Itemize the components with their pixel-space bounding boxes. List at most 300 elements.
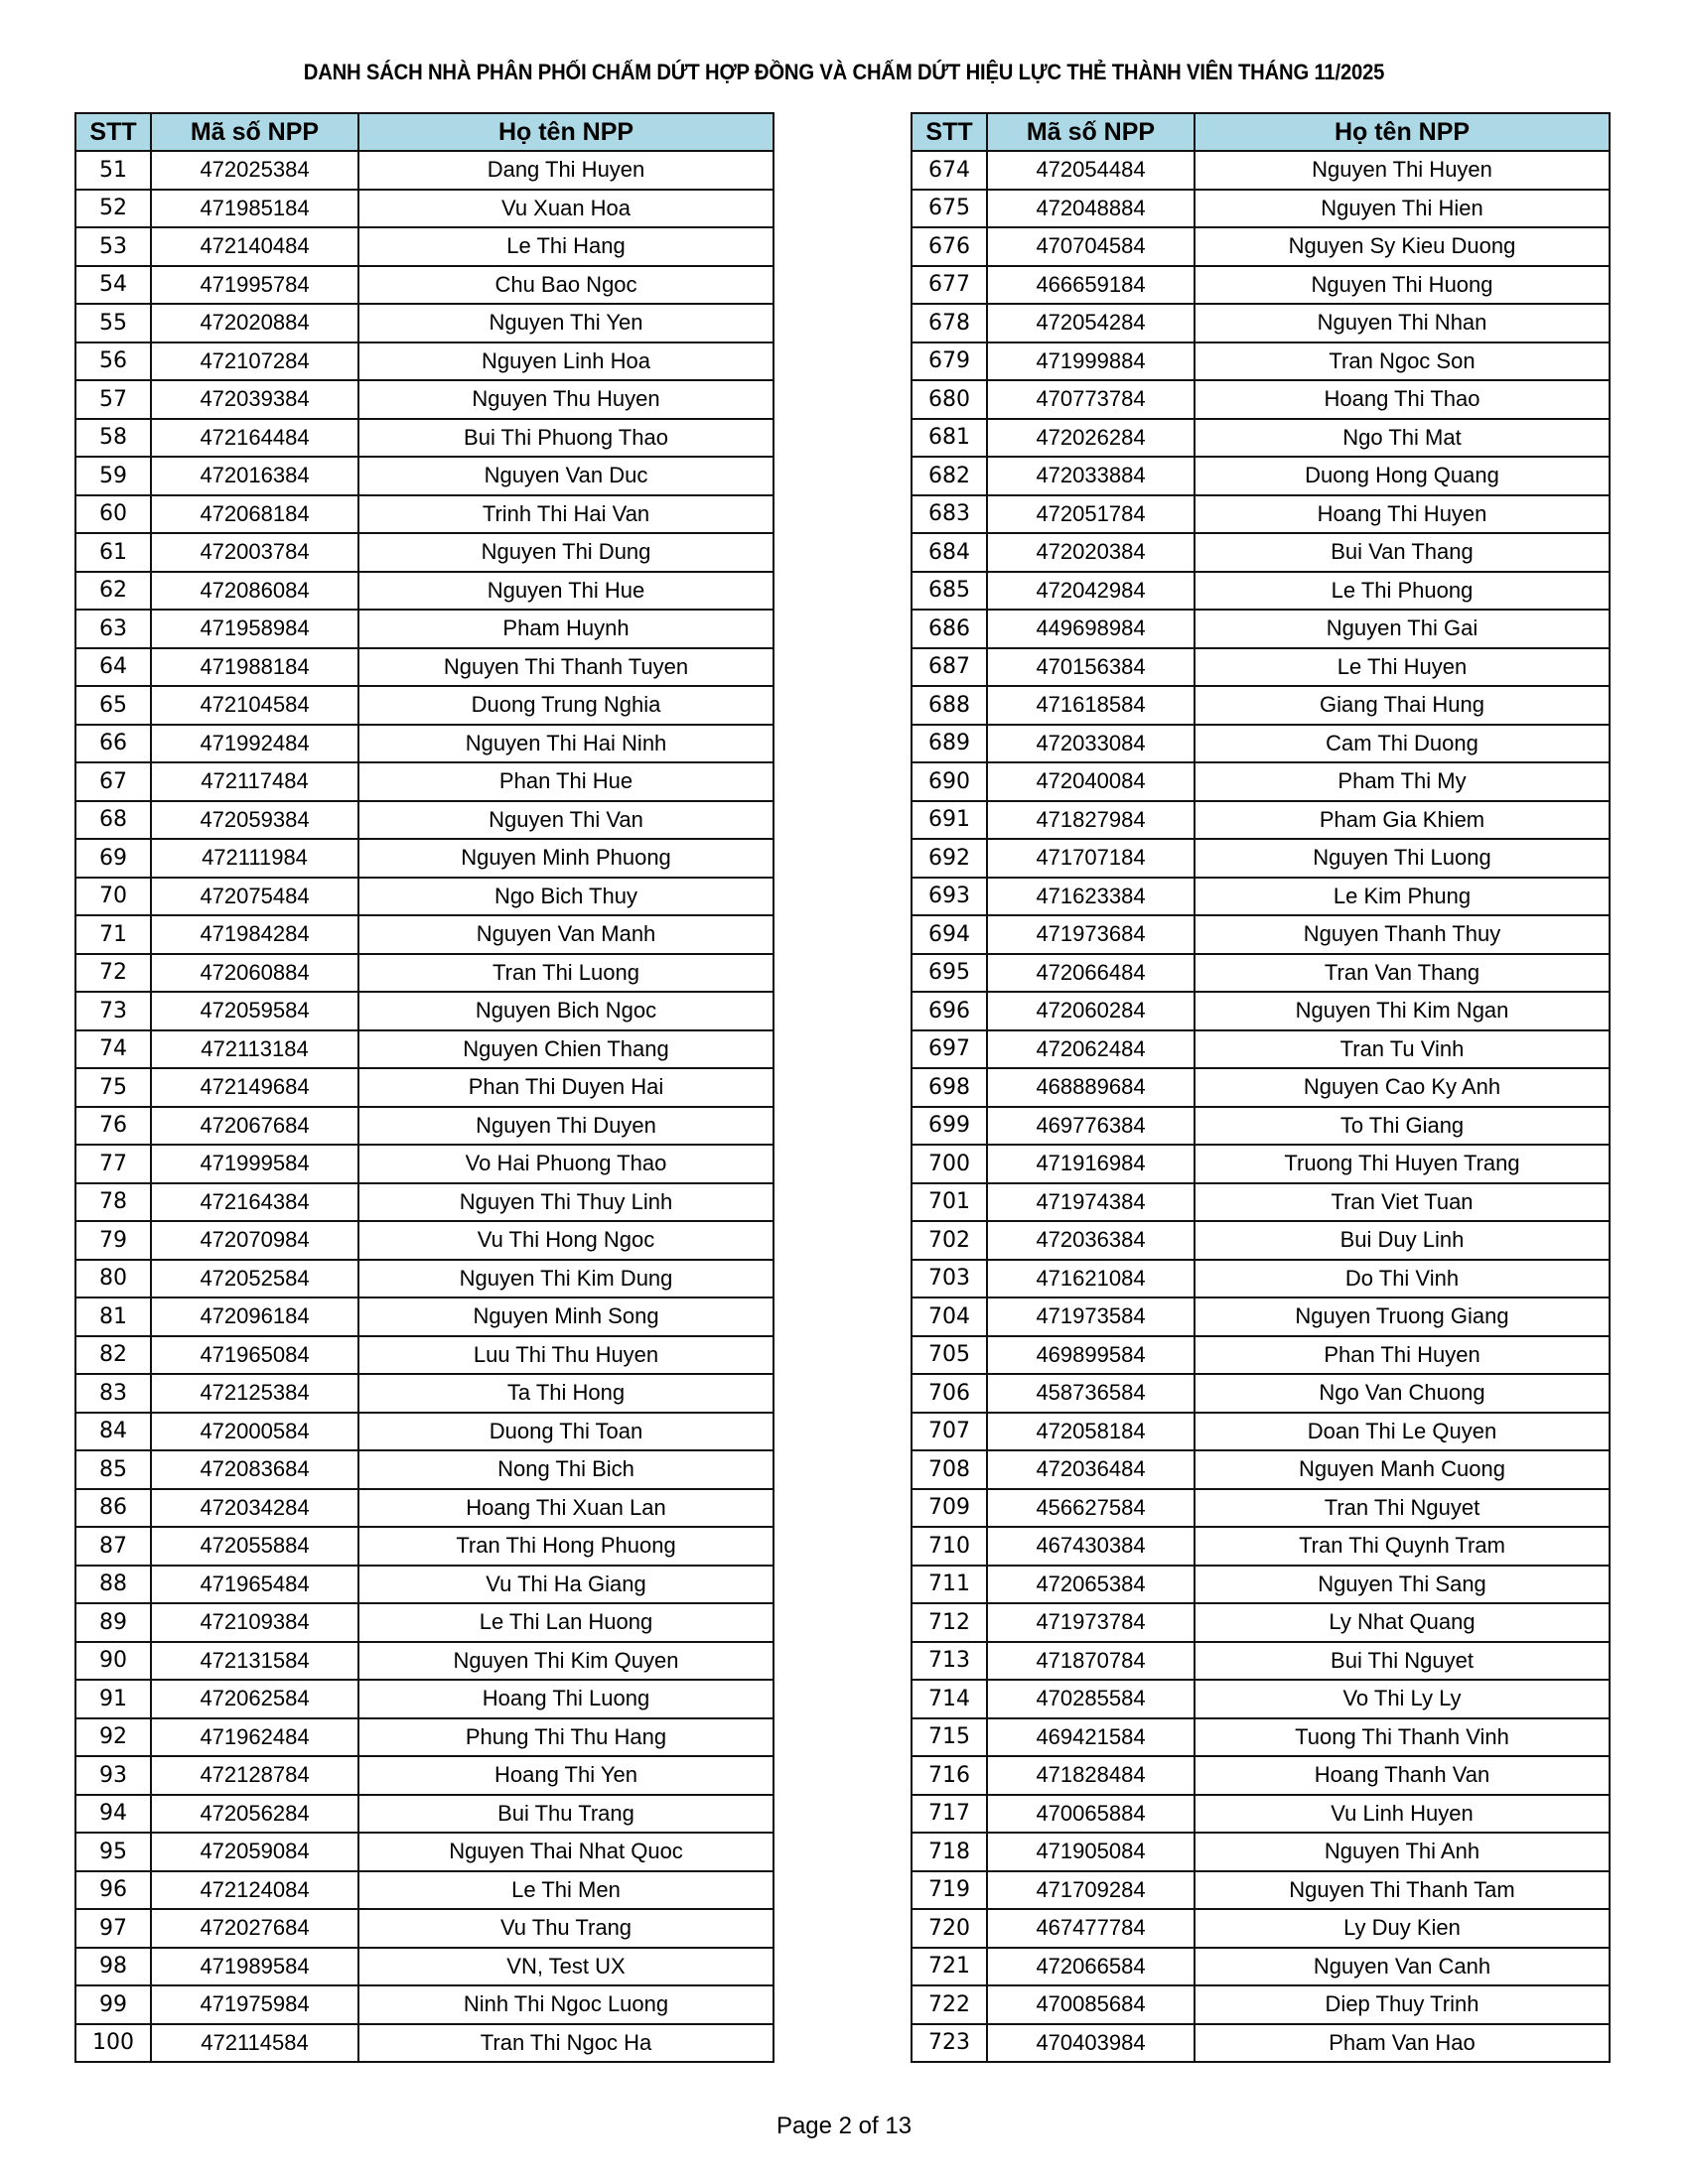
cell-stt: 58 (75, 419, 151, 458)
cell-npp-name: Hoang Thi Xuan Lan (358, 1489, 774, 1528)
table-row (912, 992, 1610, 1030)
table-row (912, 1985, 1610, 2024)
cell-stt: 69 (75, 839, 151, 878)
cell-stt: 65 (75, 686, 151, 725)
cell-npp-code: 472055884 (151, 1527, 358, 1566)
cell-npp-name: Phan Thi Duyen Hai (358, 1068, 774, 1107)
cell-npp-code: 472052584 (151, 1260, 358, 1298)
cell-npp-code: 470773784 (987, 380, 1195, 419)
table-row (75, 1718, 774, 1757)
cell-npp-code: 472067684 (151, 1107, 358, 1146)
cell-npp-name: Ly Nhat Quang (1195, 1603, 1610, 1642)
cell-npp-code: 471999884 (987, 342, 1195, 381)
cell-npp-name: Vo Hai Phuong Thao (358, 1145, 774, 1183)
cell-stt: 679 (912, 342, 987, 381)
cell-npp-name: Nguyen Chien Thang (358, 1030, 774, 1069)
cell-npp-code: 471621084 (987, 1260, 1195, 1298)
cell-stt: 696 (912, 992, 987, 1030)
distributor-table-right (911, 112, 1611, 2063)
table-row (912, 1833, 1610, 1871)
table-row (75, 457, 774, 495)
cell-npp-name: Ngo Van Chuong (1195, 1374, 1610, 1413)
cell-stt: 698 (912, 1068, 987, 1107)
cell-npp-code: 472036384 (987, 1221, 1195, 1260)
table-row (75, 380, 774, 419)
cell-npp-code: 472107284 (151, 342, 358, 381)
cell-npp-name: Doan Thi Le Quyen (1195, 1413, 1610, 1451)
cell-stt: 85 (75, 1450, 151, 1489)
table-row (912, 1374, 1610, 1413)
table-row (912, 1297, 1610, 1336)
cell-npp-code: 472065384 (987, 1566, 1195, 1604)
cell-npp-code: 472124084 (151, 1871, 358, 1910)
cell-npp-code: 472068184 (151, 495, 358, 534)
cell-stt: 713 (912, 1642, 987, 1681)
cell-npp-code: 471973584 (987, 1297, 1195, 1336)
cell-npp-code: 472114584 (151, 2024, 358, 2063)
cell-npp-name: Tran Tu Vinh (1195, 1030, 1610, 1069)
cell-stt: 687 (912, 648, 987, 687)
cell-npp-code: 471962484 (151, 1718, 358, 1757)
column-header-code: Mã số NPP (151, 113, 358, 151)
cell-npp-name: To Thi Giang (1195, 1107, 1610, 1146)
cell-npp-name: Ngo Thi Mat (1195, 419, 1610, 458)
cell-npp-name: Nguyen Thi Huyen (1195, 151, 1610, 190)
cell-npp-code: 472059584 (151, 992, 358, 1030)
cell-npp-code: 472033084 (987, 725, 1195, 763)
cell-stt: 676 (912, 227, 987, 266)
cell-stt: 709 (912, 1489, 987, 1528)
cell-stt: 91 (75, 1680, 151, 1718)
table-row (912, 1642, 1610, 1681)
table-row (75, 1603, 774, 1642)
cell-npp-code: 469421584 (987, 1718, 1195, 1757)
cell-stt: 716 (912, 1756, 987, 1795)
cell-stt: 89 (75, 1603, 151, 1642)
table-row (912, 1603, 1610, 1642)
cell-npp-name: Vu Thi Hong Ngoc (358, 1221, 774, 1260)
cell-npp-name: VN, Test UX (358, 1948, 774, 1986)
cell-stt: 699 (912, 1107, 987, 1146)
cell-stt: 60 (75, 495, 151, 534)
cell-npp-name: Nong Thi Bich (358, 1450, 774, 1489)
table-row (75, 1336, 774, 1375)
cell-stt: 685 (912, 572, 987, 611)
cell-stt: 700 (912, 1145, 987, 1183)
cell-npp-name: Vu Thi Ha Giang (358, 1566, 774, 1604)
cell-npp-name: Phung Thi Thu Hang (358, 1718, 774, 1757)
cell-stt: 66 (75, 725, 151, 763)
table-row (75, 1030, 774, 1069)
cell-npp-code: 470085684 (987, 1985, 1195, 2024)
cell-npp-name: Diep Thuy Trinh (1195, 1985, 1610, 2024)
table-row (912, 1450, 1610, 1489)
table-row (75, 227, 774, 266)
cell-npp-code: 471999584 (151, 1145, 358, 1183)
cell-npp-name: Nguyen Thi Van (358, 801, 774, 840)
cell-npp-code: 472060884 (151, 954, 358, 993)
table-row (912, 1030, 1610, 1069)
cell-stt: 73 (75, 992, 151, 1030)
cell-npp-code: 471965084 (151, 1336, 358, 1375)
cell-npp-code: 470285584 (987, 1680, 1195, 1718)
table-row (912, 1718, 1610, 1757)
table-row (912, 1871, 1610, 1910)
cell-npp-code: 472040084 (987, 762, 1195, 801)
table-row (912, 801, 1610, 840)
cell-npp-code: 471995784 (151, 266, 358, 305)
cell-npp-code: 472164484 (151, 419, 358, 458)
cell-npp-code: 471623384 (987, 878, 1195, 916)
table-row (75, 2024, 774, 2063)
document-title: DANH SÁCH NHÀ PHÂN PHỐI CHẤM DỨT HỢP ĐỒNG VÀ CHẤM DỨT HIỆU LỰC THẺ THÀNH VIÊN THÁNG 11/2025 (303, 60, 1385, 84)
cell-npp-name: Giang Thai Hung (1195, 686, 1610, 725)
cell-stt: 692 (912, 839, 987, 878)
cell-npp-code: 471707184 (987, 839, 1195, 878)
cell-stt: 702 (912, 1221, 987, 1260)
table-row (75, 1183, 774, 1222)
table-row (912, 1527, 1610, 1566)
cell-stt: 718 (912, 1833, 987, 1871)
cell-npp-code: 472020384 (987, 533, 1195, 572)
cell-npp-code: 472054284 (987, 304, 1195, 342)
cell-npp-name: Vo Thi Ly Ly (1195, 1680, 1610, 1718)
table-row (75, 954, 774, 993)
table-row (912, 190, 1610, 228)
cell-npp-code: 471988184 (151, 648, 358, 687)
column-header-code: Mã số NPP (987, 113, 1195, 151)
table-row (75, 1833, 774, 1871)
cell-npp-name: Nguyen Thi Kim Ngan (1195, 992, 1610, 1030)
table-row (912, 1413, 1610, 1451)
cell-stt: 706 (912, 1374, 987, 1413)
cell-stt: 681 (912, 419, 987, 458)
table-header-row (75, 113, 774, 151)
cell-npp-name: Le Thi Lan Huong (358, 1603, 774, 1642)
table-row (75, 1527, 774, 1566)
cell-stt: 74 (75, 1030, 151, 1069)
cell-npp-name: Tran Ngoc Son (1195, 342, 1610, 381)
cell-npp-name: Nguyen Thi Gai (1195, 610, 1610, 648)
cell-npp-code: 472026284 (987, 419, 1195, 458)
cell-npp-name: Ly Duy Kien (1195, 1909, 1610, 1948)
cell-npp-name: Trinh Thi Hai Van (358, 495, 774, 534)
table-row (75, 1221, 774, 1260)
cell-npp-code: 469776384 (987, 1107, 1195, 1146)
cell-stt: 721 (912, 1948, 987, 1986)
cell-stt: 54 (75, 266, 151, 305)
cell-npp-name: Ninh Thi Ngoc Luong (358, 1985, 774, 2024)
table-row (912, 762, 1610, 801)
table-row (912, 227, 1610, 266)
cell-stt: 712 (912, 1603, 987, 1642)
cell-npp-name: Nguyen Thi Kim Quyen (358, 1642, 774, 1681)
cell-stt: 76 (75, 1107, 151, 1146)
table-row (75, 1107, 774, 1146)
cell-npp-name: Chu Bao Ngoc (358, 266, 774, 305)
table-row (75, 839, 774, 878)
cell-npp-code: 471870784 (987, 1642, 1195, 1681)
cell-npp-code: 472034284 (151, 1489, 358, 1528)
cell-npp-name: Dang Thi Huyen (358, 151, 774, 190)
cell-npp-name: Hoang Thi Huyen (1195, 495, 1610, 534)
cell-npp-name: Nguyen Thi Kim Dung (358, 1260, 774, 1298)
cell-npp-name: Nguyen Bich Ngoc (358, 992, 774, 1030)
cell-npp-code: 472059384 (151, 801, 358, 840)
cell-npp-name: Nguyen Thi Yen (358, 304, 774, 342)
table-row (75, 495, 774, 534)
table-row (75, 151, 774, 190)
cell-npp-code: 470065884 (987, 1795, 1195, 1834)
cell-stt: 75 (75, 1068, 151, 1107)
table-row (75, 1489, 774, 1528)
cell-npp-name: Pham Huynh (358, 610, 774, 648)
cell-stt: 64 (75, 648, 151, 687)
cell-stt: 722 (912, 1985, 987, 2024)
table-row (912, 1795, 1610, 1834)
table-row (912, 151, 1610, 190)
cell-stt: 723 (912, 2024, 987, 2063)
cell-npp-code: 466659184 (987, 266, 1195, 305)
table-row (75, 572, 774, 611)
cell-stt: 57 (75, 380, 151, 419)
table-row (75, 801, 774, 840)
cell-stt: 81 (75, 1297, 151, 1336)
cell-npp-code: 472062584 (151, 1680, 358, 1718)
cell-npp-code: 471992484 (151, 725, 358, 763)
cell-npp-code: 472070984 (151, 1221, 358, 1260)
cell-stt: 697 (912, 1030, 987, 1069)
cell-npp-code: 472060284 (987, 992, 1195, 1030)
table-row (75, 1756, 774, 1795)
table-row (75, 342, 774, 381)
distributor-table-left (74, 112, 774, 2063)
cell-npp-code: 472086084 (151, 572, 358, 611)
cell-npp-code: 458736584 (987, 1374, 1195, 1413)
table-row (75, 1985, 774, 2024)
cell-stt: 694 (912, 915, 987, 954)
cell-npp-code: 471975984 (151, 1985, 358, 2024)
cell-npp-code: 472042984 (987, 572, 1195, 611)
table-row (912, 1566, 1610, 1604)
table-body-left (75, 151, 774, 2062)
cell-npp-name: Hoang Thi Yen (358, 1756, 774, 1795)
cell-npp-name: Nguyen Thanh Thuy (1195, 915, 1610, 954)
cell-stt: 94 (75, 1795, 151, 1834)
cell-stt: 56 (75, 342, 151, 381)
table-row (912, 686, 1610, 725)
table-row (75, 610, 774, 648)
table-row (912, 572, 1610, 611)
cell-stt: 96 (75, 1871, 151, 1910)
cell-npp-name: Nguyen Van Duc (358, 457, 774, 495)
cell-npp-code: 470156384 (987, 648, 1195, 687)
cell-npp-code: 472025384 (151, 151, 358, 190)
cell-stt: 701 (912, 1183, 987, 1222)
table-row (75, 533, 774, 572)
cell-npp-name: Nguyen Thi Hien (1195, 190, 1610, 228)
cell-stt: 695 (912, 954, 987, 993)
cell-npp-code: 472066584 (987, 1948, 1195, 1986)
cell-npp-code: 472039384 (151, 380, 358, 419)
cell-stt: 675 (912, 190, 987, 228)
cell-stt: 708 (912, 1450, 987, 1489)
cell-npp-name: Ngo Bich Thuy (358, 878, 774, 916)
cell-stt: 690 (912, 762, 987, 801)
cell-stt: 714 (912, 1680, 987, 1718)
cell-npp-name: Pham Thi My (1195, 762, 1610, 801)
table-row (912, 1068, 1610, 1107)
cell-npp-name: Nguyen Van Canh (1195, 1948, 1610, 1986)
cell-npp-code: 472054484 (987, 151, 1195, 190)
cell-npp-name: Bui Thi Phuong Thao (358, 419, 774, 458)
cell-npp-name: Tuong Thi Thanh Vinh (1195, 1718, 1610, 1757)
cell-npp-code: 472003784 (151, 533, 358, 572)
cell-npp-code: 471965484 (151, 1566, 358, 1604)
cell-stt: 92 (75, 1718, 151, 1757)
table-row (75, 686, 774, 725)
cell-stt: 683 (912, 495, 987, 534)
table-row (75, 1871, 774, 1910)
cell-npp-name: Cam Thi Duong (1195, 725, 1610, 763)
cell-npp-name: Tran Viet Tuan (1195, 1183, 1610, 1222)
cell-stt: 710 (912, 1527, 987, 1566)
table-row (912, 1107, 1610, 1146)
cell-stt: 707 (912, 1413, 987, 1451)
cell-npp-name: Nguyen Thi Hue (358, 572, 774, 611)
cell-npp-name: Pham Van Hao (1195, 2024, 1610, 2063)
table-row (75, 648, 774, 687)
table-row (912, 1183, 1610, 1222)
cell-npp-code: 456627584 (987, 1489, 1195, 1528)
cell-stt: 70 (75, 878, 151, 916)
cell-stt: 68 (75, 801, 151, 840)
cell-npp-name: Nguyen Thi Hai Ninh (358, 725, 774, 763)
cell-npp-name: Nguyen Van Manh (358, 915, 774, 954)
cell-npp-name: Vu Thu Trang (358, 1909, 774, 1948)
cell-stt: 100 (75, 2024, 151, 2063)
table-row (912, 1756, 1610, 1795)
cell-npp-code: 471828484 (987, 1756, 1195, 1795)
cell-npp-name: Vu Linh Huyen (1195, 1795, 1610, 1834)
cell-npp-name: Duong Thi Toan (358, 1413, 774, 1451)
cell-npp-name: Bui Thi Nguyet (1195, 1642, 1610, 1681)
cell-stt: 688 (912, 686, 987, 725)
cell-npp-name: Duong Trung Nghia (358, 686, 774, 725)
cell-npp-code: 472020884 (151, 304, 358, 342)
table-row (75, 725, 774, 763)
cell-stt: 703 (912, 1260, 987, 1298)
column-header-name: Họ tên NPP (358, 113, 774, 151)
cell-npp-name: Tran Thi Ngoc Ha (358, 2024, 774, 2063)
cell-stt: 79 (75, 1221, 151, 1260)
cell-npp-name: Nguyen Sy Kieu Duong (1195, 227, 1610, 266)
table-row (75, 1450, 774, 1489)
cell-npp-code: 471973784 (987, 1603, 1195, 1642)
cell-npp-name: Tran Thi Hong Phuong (358, 1527, 774, 1566)
cell-npp-code: 471984284 (151, 915, 358, 954)
table-row (75, 762, 774, 801)
cell-npp-name: Tran Van Thang (1195, 954, 1610, 993)
cell-stt: 80 (75, 1260, 151, 1298)
table-row (75, 992, 774, 1030)
cell-stt: 51 (75, 151, 151, 190)
cell-stt: 63 (75, 610, 151, 648)
cell-npp-name: Nguyen Thi Huong (1195, 266, 1610, 305)
cell-npp-name: Nguyen Truong Giang (1195, 1297, 1610, 1336)
cell-npp-code: 472083684 (151, 1450, 358, 1489)
table-row (912, 533, 1610, 572)
cell-npp-name: Hoang Thi Thao (1195, 380, 1610, 419)
table-row (912, 419, 1610, 458)
cell-stt: 711 (912, 1566, 987, 1604)
table-row (75, 1642, 774, 1681)
cell-npp-name: Ta Thi Hong (358, 1374, 774, 1413)
cell-npp-code: 472036484 (987, 1450, 1195, 1489)
table-row (75, 1909, 774, 1948)
cell-npp-code: 470704584 (987, 227, 1195, 266)
cell-npp-code: 472128784 (151, 1756, 358, 1795)
cell-stt: 87 (75, 1527, 151, 1566)
cell-npp-code: 471916984 (987, 1145, 1195, 1183)
cell-npp-name: Nguyen Minh Phuong (358, 839, 774, 878)
cell-stt: 61 (75, 533, 151, 572)
table-row (75, 1948, 774, 1986)
table-row (75, 1068, 774, 1107)
cell-stt: 71 (75, 915, 151, 954)
cell-npp-code: 472096184 (151, 1297, 358, 1336)
column-header-name: Họ tên NPP (1195, 113, 1610, 151)
cell-npp-name: Bui Duy Linh (1195, 1221, 1610, 1260)
cell-stt: 90 (75, 1642, 151, 1681)
table-row (75, 419, 774, 458)
table-row (912, 954, 1610, 993)
table-row (912, 878, 1610, 916)
cell-npp-code: 472149684 (151, 1068, 358, 1107)
cell-npp-name: Nguyen Thu Huyen (358, 380, 774, 419)
cell-npp-code: 472131584 (151, 1642, 358, 1681)
table-row (75, 1374, 774, 1413)
table-row (912, 457, 1610, 495)
cell-npp-code: 472066484 (987, 954, 1195, 993)
cell-npp-name: Bui Van Thang (1195, 533, 1610, 572)
cell-stt: 684 (912, 533, 987, 572)
cell-npp-code: 468889684 (987, 1068, 1195, 1107)
table-row (912, 304, 1610, 342)
table-row (912, 648, 1610, 687)
cell-npp-code: 472056284 (151, 1795, 358, 1834)
cell-npp-name: Duong Hong Quang (1195, 457, 1610, 495)
cell-npp-name: Nguyen Thai Nhat Quoc (358, 1833, 774, 1871)
cell-npp-code: 471618584 (987, 686, 1195, 725)
cell-stt: 53 (75, 227, 151, 266)
cell-npp-name: Nguyen Cao Ky Anh (1195, 1068, 1610, 1107)
cell-npp-name: Do Thi Vinh (1195, 1260, 1610, 1298)
table-row (912, 1260, 1610, 1298)
cell-stt: 77 (75, 1145, 151, 1183)
cell-npp-code: 472059084 (151, 1833, 358, 1871)
cell-npp-name: Truong Thi Huyen Trang (1195, 1145, 1610, 1183)
cell-stt: 693 (912, 878, 987, 916)
cell-stt: 689 (912, 725, 987, 763)
cell-npp-code: 471985184 (151, 190, 358, 228)
cell-stt: 78 (75, 1183, 151, 1222)
cell-npp-code: 472016384 (151, 457, 358, 495)
table-row (912, 2024, 1610, 2063)
table-row (912, 1145, 1610, 1183)
cell-npp-code: 472062484 (987, 1030, 1195, 1069)
cell-stt: 678 (912, 304, 987, 342)
